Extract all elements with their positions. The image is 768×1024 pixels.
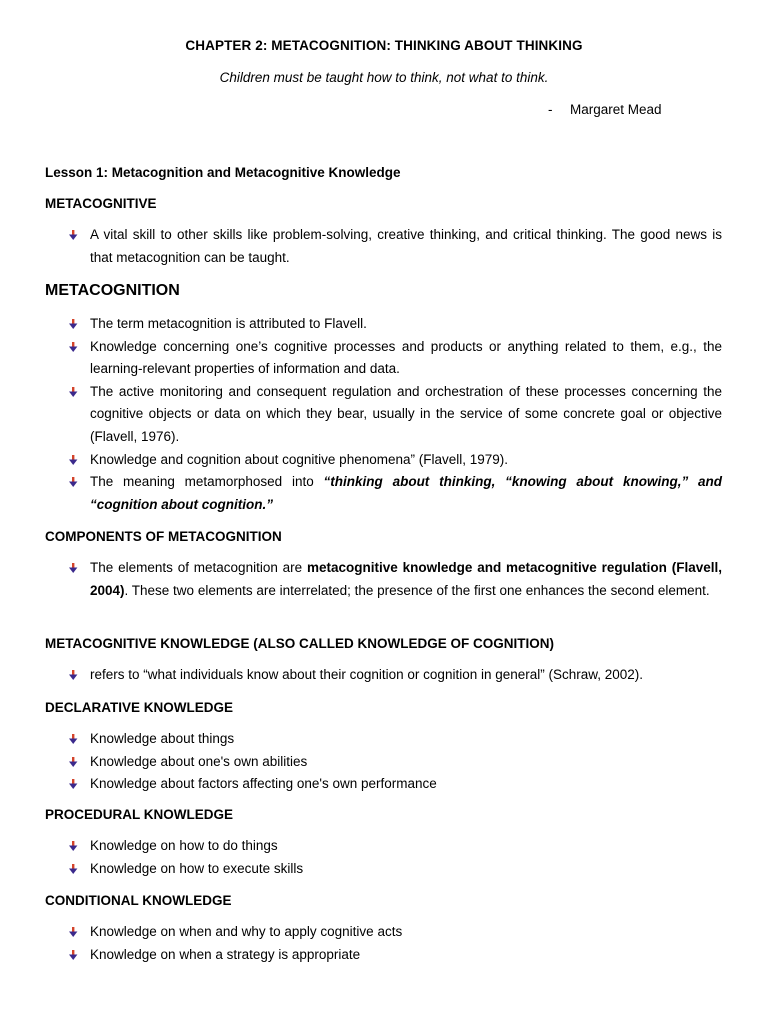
list-item: A vital skill to other skills like problem-solving, creative thinking, and critical thinking. The good news is that metacognition can be taught.	[0, 224, 722, 269]
down-arrow-bullet-icon	[66, 471, 80, 493]
metacognitive-knowledge-list	[0, 664, 722, 687]
attribution-dash: -	[548, 102, 553, 117]
down-arrow-bullet-icon	[66, 751, 80, 773]
list-item: Knowledge on when a strategy is appropriate	[0, 944, 722, 967]
list-item: Knowledge concerning one’s cognitive processes and products or anything related to them, e.g., the learning-relevant properties of information and data.	[0, 336, 722, 381]
list-item: The elements of metacognition are metacognitive knowledge and metacognitive regulation (Flavell, 2004). These two elements are interrelated; the presence of the first one enhances the second element.	[0, 557, 722, 602]
declarative-list	[0, 728, 722, 796]
list-item: Knowledge on how to execute skills	[0, 858, 722, 881]
emphasis-text: metacognitive knowledge and metacognitive regulation (Flavell, 2004)	[90, 560, 722, 598]
section-heading-declarative: DECLARATIVE KNOWLEDGE	[45, 700, 233, 715]
down-arrow-bullet-icon	[66, 944, 80, 966]
list-item: The term metacognition is attributed to Flavell.	[0, 313, 722, 336]
metacognitive-list	[0, 224, 722, 269]
down-arrow-bullet-icon	[66, 773, 80, 795]
down-arrow-bullet-icon	[66, 224, 80, 246]
down-arrow-bullet-icon	[66, 835, 80, 857]
down-arrow-bullet-icon	[66, 921, 80, 943]
metacognition-list	[0, 313, 722, 516]
list-item: The active monitoring and consequent regulation and orchestration of these processes concerning the cognitive objects or data on which they bear, usually in the service of some concrete goal or objective (Flavell, 1976).	[0, 381, 722, 449]
list-item: Knowledge about one's own abilities	[0, 751, 722, 774]
list-item: Knowledge on when and why to apply cognitive acts	[0, 921, 722, 944]
emphasis-text: “thinking about thinking, “knowing about knowing,” and “cognition about cognition.”	[90, 474, 722, 512]
down-arrow-bullet-icon	[66, 449, 80, 471]
list-item: Knowledge on how to do things	[0, 835, 722, 858]
chapter-title: CHAPTER 2: METACOGNITION: THINKING ABOUT THINKING	[185, 38, 583, 53]
section-heading-metacognitive-knowledge: METACOGNITIVE KNOWLEDGE (ALSO CALLED KNOWLEDGE OF COGNITION)	[45, 636, 554, 651]
list-item: Knowledge and cognition about cognitive phenomena” (Flavell, 1979).	[0, 449, 722, 472]
components-list	[0, 557, 722, 602]
down-arrow-bullet-icon	[66, 858, 80, 880]
section-heading-metacognition: METACOGNITION	[45, 282, 180, 299]
epigraph-quote: Children must be taught how to think, not what to think.	[219, 70, 549, 85]
conditional-list	[0, 921, 722, 966]
attribution-author: Margaret Mead	[570, 102, 662, 117]
down-arrow-bullet-icon	[66, 664, 80, 686]
procedural-list	[0, 835, 722, 880]
section-heading-components: COMPONENTS OF METACOGNITION	[45, 529, 282, 544]
section-heading-conditional: CONDITIONAL KNOWLEDGE	[45, 893, 232, 908]
down-arrow-bullet-icon	[66, 557, 80, 579]
lesson-heading: Lesson 1: Metacognition and Metacognitive Knowledge	[45, 165, 401, 180]
list-item: Knowledge about factors affecting one's own performance	[0, 773, 722, 796]
down-arrow-bullet-icon	[66, 313, 80, 335]
down-arrow-bullet-icon	[66, 336, 80, 358]
down-arrow-bullet-icon	[66, 381, 80, 403]
section-heading-procedural: PROCEDURAL KNOWLEDGE	[45, 807, 234, 822]
list-item: Knowledge about things	[0, 728, 722, 751]
epigraph-attribution	[548, 102, 662, 117]
list-item: The meaning metamorphosed into “thinking about thinking, “knowing about knowing,” and “cognition about cognition.”	[0, 471, 722, 516]
list-item: refers to “what individuals know about their cognition or cognition in general” (Schraw, 2002).	[0, 664, 722, 687]
section-heading-metacognitive: METACOGNITIVE	[45, 196, 157, 211]
down-arrow-bullet-icon	[66, 728, 80, 750]
